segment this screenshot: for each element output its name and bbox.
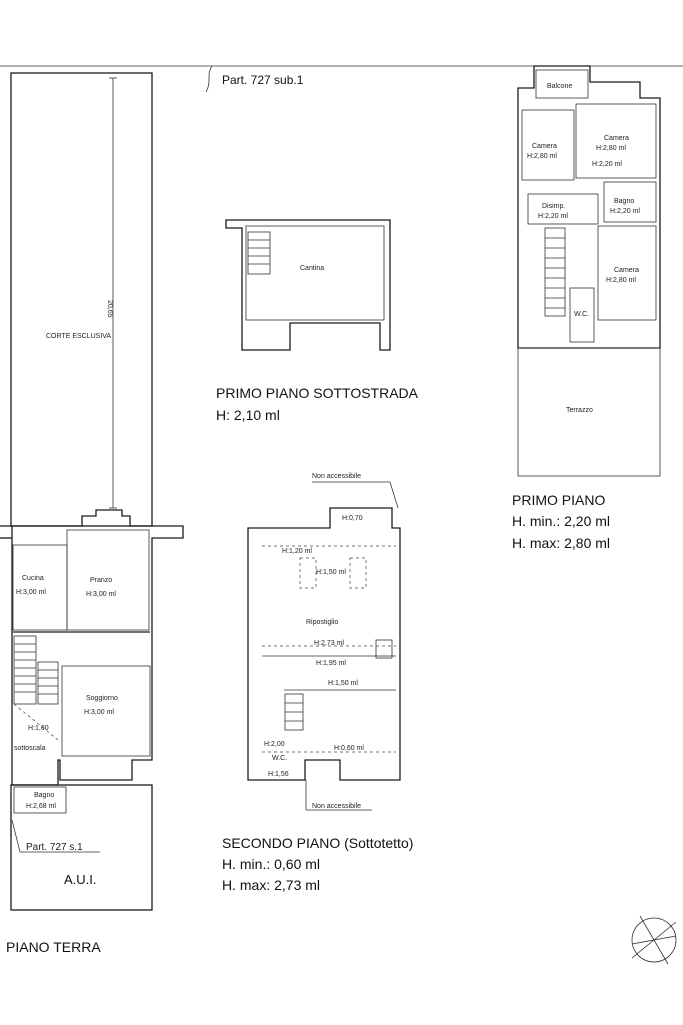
basement-plan <box>216 220 419 423</box>
first-floor-stairs <box>545 228 565 316</box>
room-wc-second: W.C. <box>272 755 288 762</box>
first-floor-title: PRIMO PIANO <box>512 492 606 508</box>
room-corte: CORTE ESCLUSIVA <box>46 333 112 340</box>
skylight-1 <box>300 558 316 588</box>
second-floor-title: SECONDO PIANO (Sottotetto) <box>222 835 414 851</box>
room-wc: W.C. <box>574 311 590 318</box>
parcel-bracket <box>206 66 212 92</box>
room-cucina-height: H:3,00 ml <box>16 589 46 596</box>
label-h273: H:2,73 ml <box>314 640 344 647</box>
room-camera2: Camera <box>604 135 629 142</box>
non-accessibile-bottom: Non accessibile <box>312 803 362 810</box>
ground-floor-plan <box>0 73 183 955</box>
room-camera1-height: H:2,80 ml <box>527 153 557 160</box>
aui-label: A.U.I. <box>64 872 97 887</box>
label-h150a: H:1,50 ml <box>316 569 346 576</box>
ground-floor-title: PIANO TERRA <box>6 939 101 955</box>
room-bagno: Bagno <box>34 792 55 799</box>
non-accessibile-top-leader <box>390 482 398 508</box>
second-floor-plan <box>222 473 413 893</box>
room-pranzo-height: H:3,00 ml <box>86 591 116 598</box>
label-h195: H:1,95 ml <box>316 660 346 667</box>
second-floor-hmax: H. max: 2,73 ml <box>222 877 321 893</box>
room-sottoscala: sottoscala <box>14 745 46 752</box>
ground-parcel-label: Part. 727 s.1 <box>26 842 83 853</box>
non-accessibile-top: Non accessibile <box>312 473 362 480</box>
room-disimp: Disimp. <box>542 203 566 210</box>
dimension-label: 20,65 <box>106 300 113 318</box>
room-bagno-height: H:2,68 ml <box>26 803 56 810</box>
room-cucina: Cucina <box>22 575 44 582</box>
house-outline <box>0 510 183 785</box>
room-soggiorno: Soggiorno <box>86 695 118 702</box>
parcel-leader <box>12 820 20 852</box>
room-disimp-height: H:2,20 ml <box>538 213 568 220</box>
label-h150b: H:1,50 ml <box>328 680 358 687</box>
room-camera1: Camera <box>532 143 557 150</box>
room-balcone: Balcone <box>547 83 573 90</box>
label-h070: H:0,70 <box>342 515 363 522</box>
room-cucina-outline <box>13 545 67 630</box>
cantina-outline <box>226 220 390 350</box>
second-floor-hmin: H. min.: 0,60 ml <box>222 856 321 872</box>
label-h200: H:2,00 <box>264 741 285 748</box>
first-floor-hmin: H. min.: 2,20 ml <box>512 513 611 529</box>
parcel-top-label: Part. 727 sub.1 <box>222 73 304 87</box>
second-floor-stairs <box>285 694 303 730</box>
room-ripostiglio: Ripostiglio <box>306 619 339 626</box>
label-h220: H:2,20 ml <box>592 161 622 168</box>
basement-height: H: 2,10 ml <box>216 407 280 423</box>
room-bagno1: Bagno <box>614 198 635 205</box>
room-pranzo: Pranzo <box>90 577 113 584</box>
corte-outline <box>11 73 152 526</box>
chimney <box>376 640 392 658</box>
room-terrazzo: Terrazzo <box>566 407 593 414</box>
skylight-2 <box>350 558 366 588</box>
basement-title: PRIMO PIANO SOTTOSTRADA <box>216 385 418 401</box>
room-cantina: Cantina <box>300 265 325 272</box>
room-camera2-height: H:2,80 ml <box>596 145 626 152</box>
north-arrow-icon <box>632 916 676 964</box>
room-sottoscala-height: H:1,60 <box>28 725 49 732</box>
room-camera3-height: H:2,80 ml <box>606 277 636 284</box>
label-h120: H:1,20 ml <box>282 548 312 555</box>
room-soggiorno-height: H:3,00 ml <box>84 709 114 716</box>
first-floor-outline <box>518 66 660 348</box>
room-camera3: Camera <box>614 267 639 274</box>
room-bagno1-height: H:2,20 ml <box>610 208 640 215</box>
basement-stairs <box>248 232 270 274</box>
label-h060: H:0,60 ml <box>334 745 364 752</box>
first-floor-plan <box>512 66 660 551</box>
first-floor-hmax: H. max: 2,80 ml <box>512 535 611 551</box>
label-h156: H:1,56 <box>268 771 289 778</box>
